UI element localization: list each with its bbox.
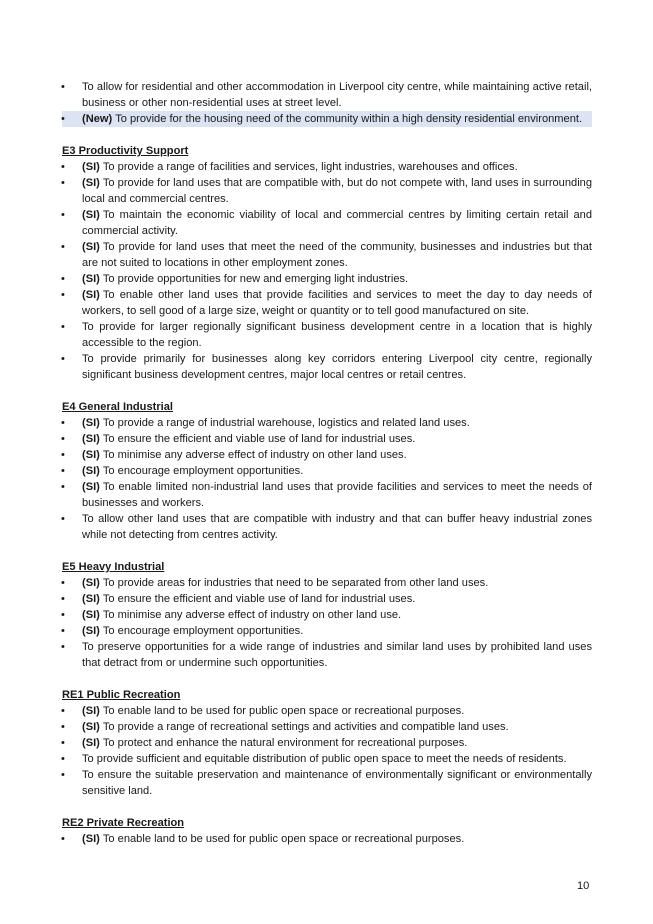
list-item: [62, 719, 592, 735]
section-heading-re2: RE2 Private Recreation: [62, 817, 185, 829]
section-heading-e5: E5 Heavy Industrial: [62, 561, 165, 573]
item-text: To enable other land uses that provide facilities and services to meet the day to day needs of workers, to sell good of a large size, weight or quantity or to tell good manufactured on site.: [82, 289, 592, 317]
list-item: [62, 607, 592, 623]
item-text: To provide primarily for businesses along key corridors entering Liverpool city centre, regionally significant business development centres, major local centres or retail centres.: [82, 353, 592, 381]
list-item: [62, 319, 592, 351]
list-item: [62, 623, 592, 639]
page-content: [62, 79, 592, 847]
item-text: To provide for the housing need of the community within a high density residential environment.: [115, 113, 583, 125]
section-list-re1: [62, 703, 592, 799]
list-item: [62, 207, 592, 239]
item-text: To provide sufficient and equitable distribution of public open space to meet the needs of residents.: [82, 753, 567, 765]
section-heading-re1: RE1 Public Recreation: [62, 689, 181, 701]
item-text: To minimise any adverse effect of industry on other land use.: [102, 609, 402, 621]
item-text: To provide for land uses that meet the need of the community, businesses and industries but that are not suited to locations in other employment zones.: [82, 241, 592, 269]
item-text: To ensure the efficient and viable use of land for industrial uses.: [102, 593, 416, 605]
item-tag: (SI): [82, 833, 100, 845]
section-list-e5: [62, 575, 592, 671]
item-text: To allow other land uses that are compatible with industry and that can buffer heavy industrial zones while not detecting from centres activity.: [82, 513, 592, 541]
list-item: [62, 511, 592, 543]
item-tag: (SI): [82, 449, 100, 461]
item-text: To minimise any adverse effect of industry on other land uses.: [102, 449, 407, 461]
list-item-highlighted: [62, 111, 592, 127]
item-tag: (SI): [82, 273, 100, 285]
item-tag: (SI): [82, 209, 100, 221]
list-item: [62, 287, 592, 319]
item-text: To provide a range of recreational settings and activities and compatible land uses.: [102, 721, 509, 733]
item-text: To ensure the suitable preservation and maintenance of environmentally significant or environmentally sensitive land.: [82, 769, 592, 797]
section-heading-e4: E4 General Industrial: [62, 401, 173, 413]
item-tag: (New): [82, 113, 113, 125]
list-item: [62, 271, 592, 287]
list-item: [62, 703, 592, 719]
item-tag: (SI): [82, 737, 100, 749]
item-tag: (SI): [82, 289, 100, 301]
item-text: To enable land to be used for public open space or recreational purposes.: [102, 705, 465, 717]
section-list-re2: [62, 831, 592, 847]
intro-list: [62, 79, 592, 127]
section-list-e3: [62, 159, 592, 383]
item-text: To preserve opportunities for a wide range of industries and similar land uses by prohibited land uses that detract from or undermine such opportunities.: [82, 641, 592, 669]
section-heading-e3: E3 Productivity Support: [62, 145, 189, 157]
list-item: [62, 79, 592, 111]
item-text: To provide opportunities for new and emerging light industries.: [102, 273, 409, 285]
item-text: To encourage employment opportunities.: [102, 625, 304, 637]
list-item: [62, 735, 592, 751]
item-tag: (SI): [82, 625, 100, 637]
item-text: To ensure the efficient and viable use of land for industrial uses.: [102, 433, 416, 445]
list-item: [62, 239, 592, 271]
item-text: To provide a range of industrial warehouse, logistics and related land uses.: [102, 417, 470, 429]
item-tag: (SI): [82, 705, 100, 717]
list-item: [62, 591, 592, 607]
list-item: [62, 767, 592, 799]
item-text: To encourage employment opportunities.: [102, 465, 304, 477]
list-item: [62, 447, 592, 463]
list-item: [62, 463, 592, 479]
item-text: To provide for larger regionally significant business development centre in a location that is highly accessible to the region.: [82, 321, 592, 349]
item-tag: (SI): [82, 177, 100, 189]
list-item: [62, 351, 592, 383]
list-item: [62, 831, 592, 847]
item-tag: (SI): [82, 433, 100, 445]
item-tag: (SI): [82, 593, 100, 605]
section-list-e4: [62, 415, 592, 543]
item-tag: (SI): [82, 577, 100, 589]
list-item: [62, 415, 592, 431]
item-text: To enable land to be used for public open space or recreational purposes.: [102, 833, 465, 845]
item-text: To provide for land uses that are compatible with, but do not compete with, land uses in surrounding local and commercial centres.: [82, 177, 592, 205]
list-item: [62, 175, 592, 207]
list-item: [62, 639, 592, 671]
item-text: To maintain the economic viability of local and commercial centres by limiting certain retail and commercial activity.: [82, 209, 592, 237]
item-tag: (SI): [82, 241, 100, 253]
item-tag: (SI): [82, 417, 100, 429]
item-text: To allow for residential and other accommodation in Liverpool city centre, while maintaining active retail, business or other non-residential uses at street level.: [82, 81, 592, 109]
list-item: [62, 575, 592, 591]
item-text: To enable limited non-industrial land uses that provide facilities and services to meet the needs of businesses and workers.: [82, 481, 592, 509]
item-text: To provide a range of facilities and services, light industries, warehouses and offices.: [102, 161, 518, 173]
list-item: [62, 751, 592, 767]
list-item: [62, 159, 592, 175]
list-item: [62, 479, 592, 511]
item-text: To provide areas for industries that need to be separated from other land uses.: [102, 577, 489, 589]
item-tag: (SI): [82, 481, 100, 493]
page-number: 10: [577, 880, 590, 892]
item-tag: (SI): [82, 609, 100, 621]
item-text: To protect and enhance the natural environment for recreational purposes.: [102, 737, 468, 749]
item-tag: (SI): [82, 465, 100, 477]
list-item: [62, 431, 592, 447]
item-tag: (SI): [82, 721, 100, 733]
item-tag: (SI): [82, 161, 100, 173]
